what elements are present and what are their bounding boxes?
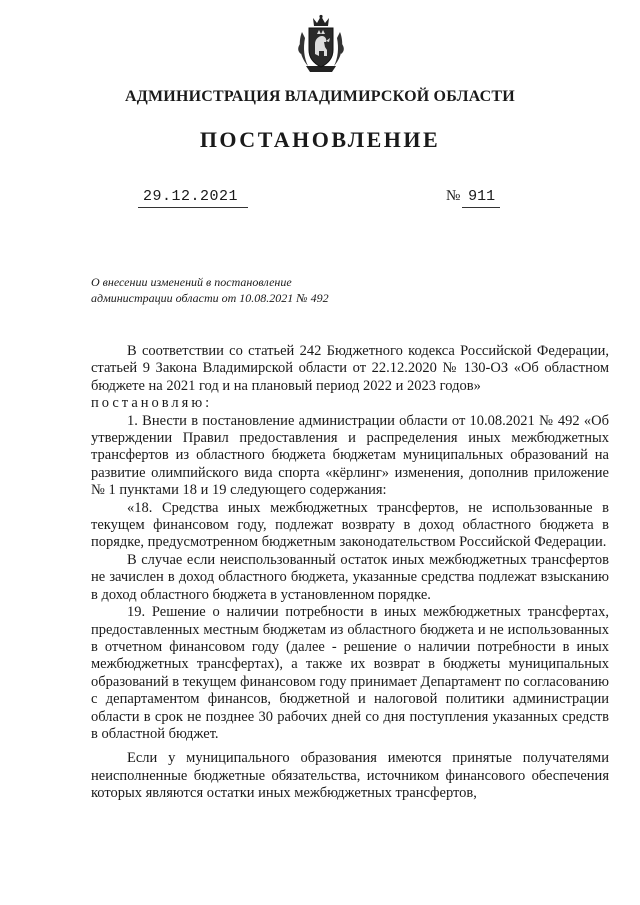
item-1-paragraph: 1. Внести в постановление администрации области от 10.08.2021 № 492 «Об утверждении Правил предоставления и распределения иных межбюджетных трансфертов из областного бюджета бюджетам муниципальных образований на развитие олимпийского вида спорта «кёрлинг» изменения, дополнив приложение № 1 пунктами 18 и 19 следующего содержания: (91, 412, 609, 499)
date-underline (138, 207, 248, 208)
document-subject: О внесении изменений в постановление администрации области от 10.08.2021 № 492 (91, 275, 329, 305)
number-value: 911 (468, 188, 496, 205)
organization-name: АДМИНИСТРАЦИЯ ВЛАДИМИРСКОЙ ОБЛАСТИ (125, 88, 515, 105)
document-date: 29.12.2021 (143, 188, 239, 205)
point-18-paragraph: «18. Средства иных межбюджетных трансфертов, не использованные в текущем финансовом году, подлежат возврату в доход областного бюджета в порядке, предусмотренном бюджетным законодательством Российской Федерации. (91, 499, 609, 551)
coat-of-arms-emblem (296, 14, 346, 76)
preamble-paragraph: В соответствии со статьей 242 Бюджетного кодекса Российской Федерации, статьей 9 Закона Владимирской области от 22.12.2020 № 130-ОЗ «Об областном бюджете на 2021 год и на плановый период 2022 и 2023 годов» (91, 343, 609, 394)
point-19-paragraph: 19. Решение о наличии потребности в иных межбюджетных трансфертах, предоставленных местным бюджетам из областного бюджета и не использованных в отчетном финансовом году (далее - решение о наличии потребности в иных межбюджетных трансфертах), а также их возврат в бюджеты муниципальных образований в текущем финансовом году принимает Департамент по согласованию с департаментом финансов, бюджетной и налоговой политики администрации области в срок не позднее 30 рабочих дней со дня поступления указанных средств в областной бюджет. (91, 604, 609, 742)
point-19-second-paragraph: Если у муниципального образования имеются принятые получателями неисполненные бюджетные обязательства, источником финансового обеспечения которых являются остатки иных межбюджетных трансфертов, (91, 750, 609, 802)
document-type-title: ПОСТАНОВЛЕНИЕ (199, 127, 441, 152)
document-number (446, 188, 495, 205)
number-label: № (446, 188, 461, 204)
point-18-second-paragraph: В случае если неиспользованный остаток иных межбюджетных трансфертов не зачислен в доход областного бюджета, указанные средства подлежат взысканию в доход областного бюджета в установленном порядке. (91, 551, 609, 603)
number-underline (462, 207, 500, 208)
decree-word: постановляю: (91, 395, 213, 412)
document-body (91, 343, 609, 803)
